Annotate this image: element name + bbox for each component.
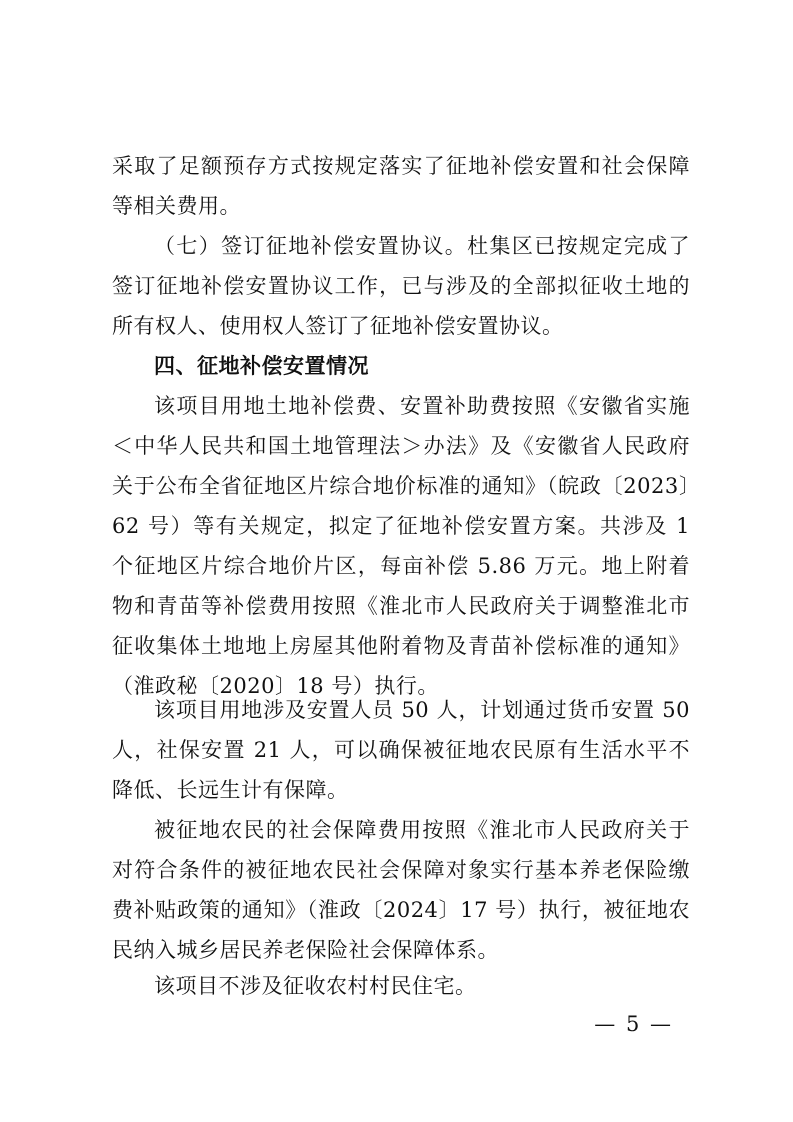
- paragraph-compensation-standards: 该项目用地土地补偿费、安置补助费按照《安徽省实施＜中华人民共和国土地管理法＞办法》及《安徽省人民政府关于公布全省征地区片综合地价标准的通知》（皖政〔2023〕62 号）等有关规定，拟定了征地补偿安置方案。共涉及 1 个征地区片综合地价片区，每亩补偿 5.86 万元。地上附着物和青苗等补偿费用按照《淮北市人民政府关于调整淮北市征收集体土地地上房屋其他附着物及青苗补偿标准的通知》（淮政秘〔2020〕18 号）执行。: [112, 394, 690, 698]
- section-heading-compensation: 四、征地补偿安置情况: [154, 354, 369, 378]
- page-number: — 5 —: [594, 1012, 673, 1036]
- paragraph-no-housing: 该项目不涉及征收农村村民住宅。: [154, 974, 477, 998]
- paragraph-compensation-agreement: （七）签订征地补偿安置协议。杜集区已按规定完成了签订征地补偿安置协议工作，已与涉及的全部拟征收土地的所有权人、使用权人签订了征地补偿安置协议。: [112, 234, 690, 338]
- paragraph-funding-continued: 采取了足额预存方式按规定落实了征地补偿安置和社会保障等相关费用。: [112, 154, 690, 218]
- paragraph-resettlement-persons: 该项目用地涉及安置人员 50 人，计划通过货币安置 50 人，社保安置 21 人，可以确保被征地农民原有生活水平不降低、长远生计有保障。: [112, 698, 690, 802]
- paragraph-social-security: 被征地农民的社会保障费用按照《淮北市人民政府关于对符合条件的被征地农民社会保障对象实行基本养老保险缴费补贴政策的通知》（淮政〔2024〕17 号）执行，被征地农民纳入城乡居民养老保险社会保障体系。: [112, 818, 690, 962]
